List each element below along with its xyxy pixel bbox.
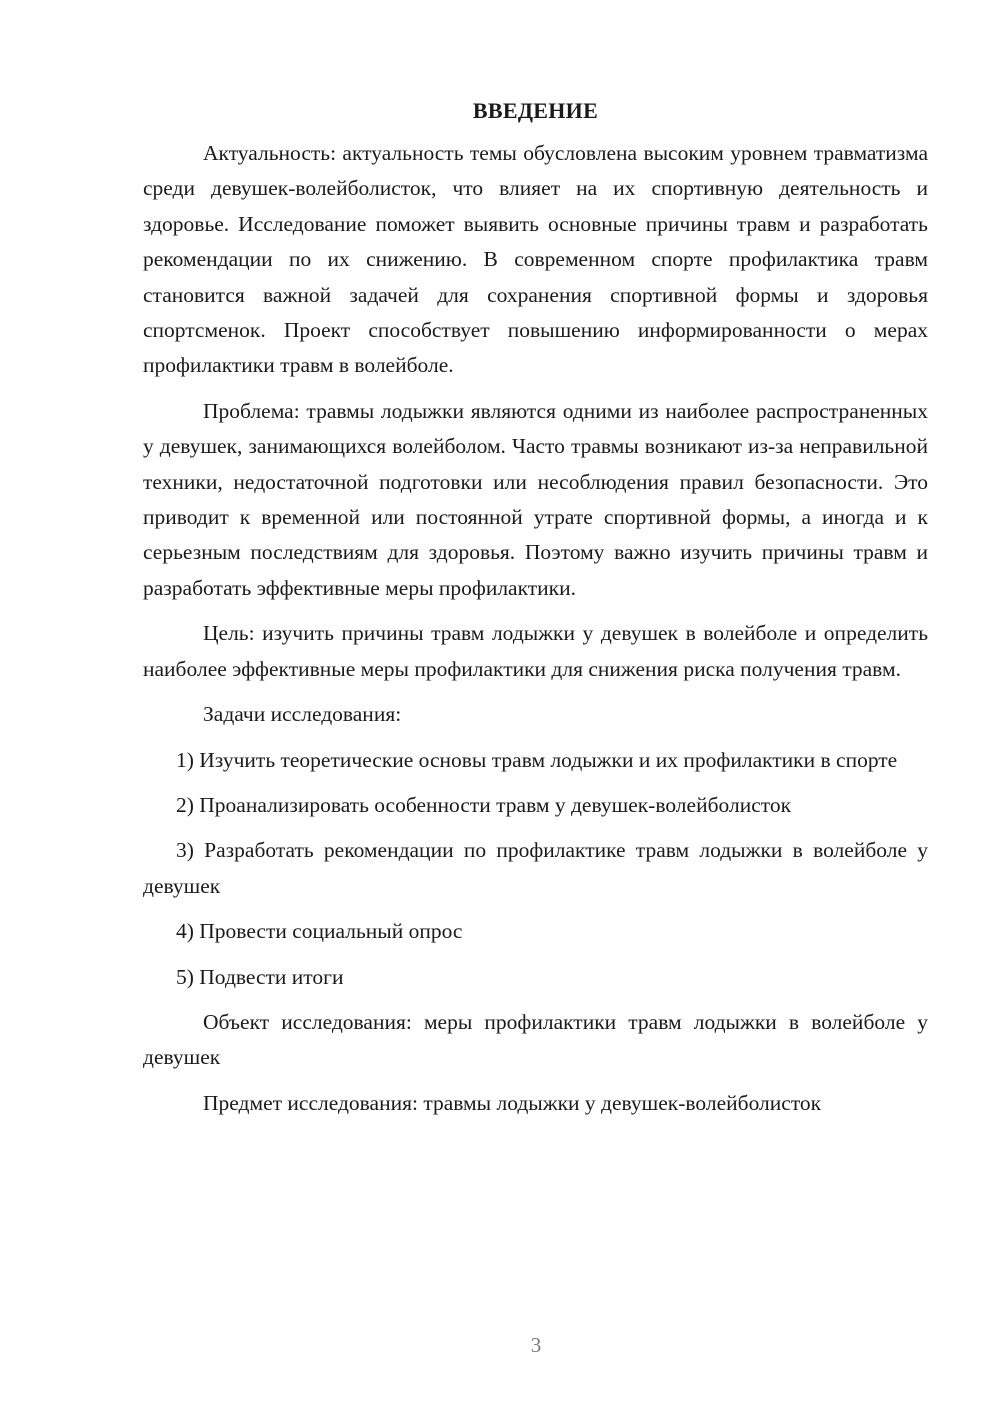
section-title: ВВЕДЕНИЕ bbox=[472, 98, 599, 123]
task-item: 5) Подвести итоги bbox=[176, 964, 344, 989]
relevance-paragraph: Актуальность: актуальность темы обусловлена высоким уровнем травматизма среди девушек-волейболисток, что влияет на их спортивную деятельность и здоровье. Исследование поможет выявить основные причины травм и разработать рекомендации по их снижению. В современном спорте профилактика травм становится важной задачей для сохранения спортивной формы и здоровья спортсменок. Проект способствует повышению информированности о мерах профилактики травм в волейболе. bbox=[143, 141, 928, 378]
tasks-list bbox=[143, 743, 928, 995]
task-item: 3) Разработать рекомендации по профилактике травм лодыжки в волейболе у девушек bbox=[143, 838, 928, 898]
page-number: 3 bbox=[530, 1333, 542, 1357]
document-page bbox=[143, 95, 928, 1131]
tasks-heading: Задачи исследования: bbox=[203, 702, 402, 727]
subject-paragraph: Предмет исследования: травмы лодыжки у девушек-волейболисток bbox=[203, 1090, 822, 1115]
task-item: 2) Проанализировать особенности травм у девушек-волейболисток bbox=[176, 792, 792, 817]
problem-paragraph: Проблема: травмы лодыжки являются одними из наиболее распространенных у девушек, занимающихся волейболом. Часто травмы возникают из-за неправильной техники, недостаточной подготовки или несоблюдения правил безопасности. Это приводит к временной или постоянной утрате спортивной формы, а иногда и к серьезным последствиям для здоровья. Поэтому важно изучить причины травм и разработать эффективные меры профилактики. bbox=[143, 398, 928, 600]
task-item: 4) Провести социальный опрос bbox=[176, 919, 463, 944]
object-paragraph: Объект исследования: меры профилактики травм лодыжки в волейболе у девушек bbox=[143, 1009, 928, 1070]
task-item: 1) Изучить теоретические основы травм лодыжки и их профилактики в спорте bbox=[176, 747, 898, 772]
goal-paragraph: Цель: изучить причины травм лодыжки у девушек в волейболе и определить наиболее эффективные меры профилактики для снижения риска получения травм. bbox=[143, 621, 928, 681]
